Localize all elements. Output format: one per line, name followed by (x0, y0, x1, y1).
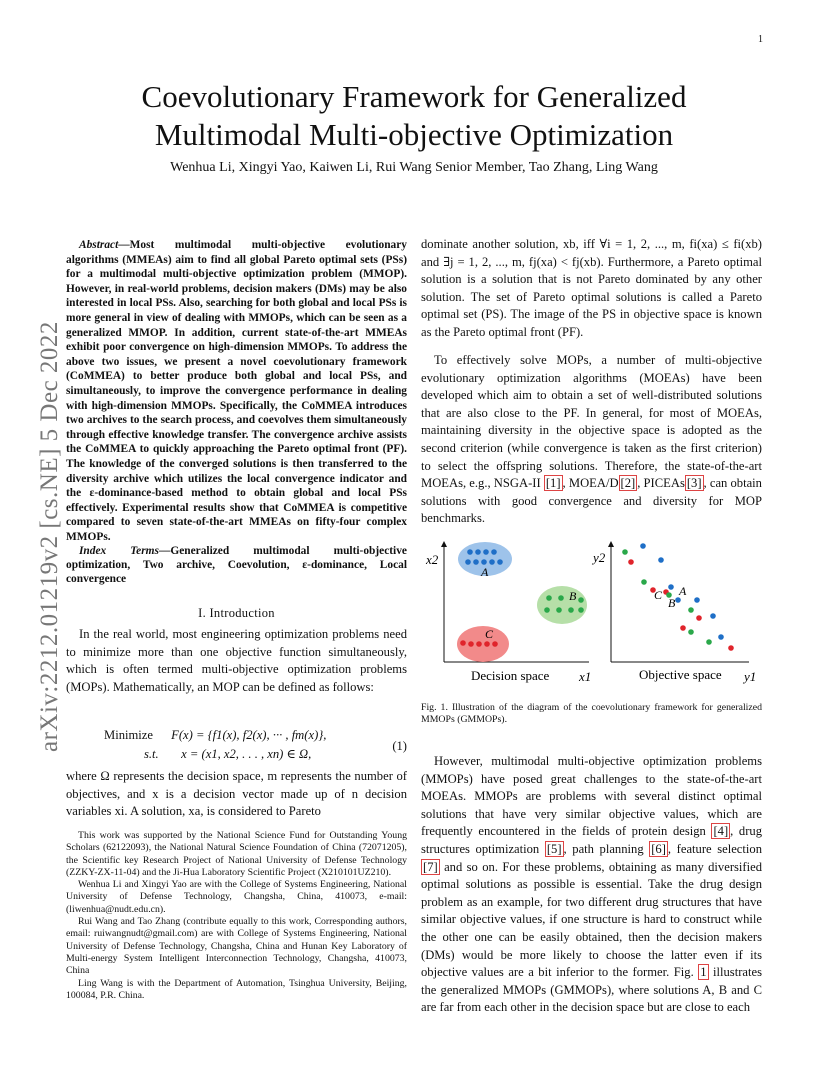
blue-solution-point (467, 549, 473, 555)
blue-solution-point (710, 613, 716, 619)
section-heading: I. Introduction (198, 606, 275, 620)
intro-paragraph-1: In the real world, most engineering optimization problems need to minimize more than one objective function simultaneously, which is often termed multi-objective optimization problems (MOPs). Mathematically, an MOP can be defined as follows: (66, 627, 407, 694)
red-solution-point (628, 559, 634, 565)
red-solution-point (484, 641, 490, 647)
label-a-decision: A (481, 565, 489, 579)
abstract-text: —Most multimodal multi-objective evolutionary algorithms (MMEAs) aim to find all global Pareto optimal sets (PSs) for a multimodal multi-objective optimization problem (MMOP). However, in real-world problems, decision makers (DMs) may be also interested in local PSs. Also, searching for both global and local PSs is more general in view of dealing with MMOPs, which can be seen as a generalized MMOP. In addition, current state-of-the-art MMEAs exhibit poor convergence on high-dimension MMOPs. To address the above two issues, we present a novel coevolutionary framework (CoMMEA) to better produce both global and local PSs, and simultaneously, to improve the convergence performance in dealing with high-dimension MMOPs. Specifically, the CoMMEA introduces two archives to the search process, and coevolves them simultaneously through effective knowledge transfer. The convergence archive assists the CoMMEA to quickly approaching the Pareto optimal front (PF). The knowledge of the converged solutions is then transferred to the diversity archive which utilizes the local convergence indicator and the ε-dominance-based method to obtain global and local PSs effectively. Experimental results show that CoMMEA is competitive compared to seven state-of-the-art MMEAs on fifty-four complex MMOPs. (66, 239, 407, 543)
blue-solution-point (491, 549, 497, 555)
label-b-decision: B (569, 589, 577, 603)
blue-solution-point (497, 559, 503, 565)
paragraph-text: , feature selection (667, 841, 762, 856)
blue-solution-point (473, 559, 479, 565)
blue-solution-point (475, 549, 481, 555)
green-solution-point (578, 597, 584, 603)
abstract (66, 238, 407, 544)
green-solution-point (622, 549, 628, 555)
left-x-label: Decision space (471, 668, 550, 683)
footnote-funding: This work was supported by the National Science Fund for Outstanding Young Scholars (62122093), the National Natural Science Foundation of China (72071205), the Scientific key Research Project of National University of Defense Technology (ZZKY-ZX-11-04) and the Ji-Hua Laboratory Scientific Project (X210101UZ210). (66, 830, 407, 878)
paragraph-text: , path planning (563, 841, 650, 856)
green-solution-point (706, 639, 712, 645)
index-terms (66, 544, 407, 587)
title-line-2: Multimodal Multi-objective Optimization (154, 117, 674, 152)
blue-solution-point (481, 559, 487, 565)
right-x-label: Objective space (639, 667, 722, 682)
green-solution-point (568, 607, 574, 613)
red-solution-point (476, 641, 482, 647)
right-solution-points (622, 543, 734, 651)
blue-solution-point (483, 549, 489, 555)
red-solution-point (460, 640, 466, 646)
citation-link[interactable]: [6] (651, 841, 666, 856)
cluster-b-blob (537, 586, 587, 624)
citation-link[interactable]: [3] (686, 476, 702, 491)
green-solution-point (546, 595, 552, 601)
paper-title (60, 78, 768, 154)
red-solution-point (492, 641, 498, 647)
figure-1 (421, 532, 762, 692)
right-paragraph-3 (421, 753, 762, 1017)
right-x-var: y1 (744, 669, 757, 684)
blue-solution-point (675, 597, 681, 603)
red-solution-point (468, 641, 474, 647)
abstract-label: Abstract (79, 239, 119, 251)
equation-line1-label: Minimize (104, 728, 153, 742)
arxiv-identifier: arXiv:2212.01219v2 [cs.NE] 5 Dec 2022 (36, 321, 63, 752)
title-line-1: Coevolutionary Framework for Generalized (141, 79, 687, 114)
paragraph-text: , drug structures optimization (421, 824, 762, 856)
paragraph-text: illustrates the generalized MMOPs (GMMOPs), where solutions A, B and C are far from each other in the decision space but are close to each (421, 965, 762, 1015)
green-solution-point (688, 607, 694, 613)
paragraph-text: , can obtain solutions with good convergence and diversity for MOP benchmarks. (421, 476, 762, 526)
equation-line1: F(x) = {f1(x), f2(x), ··· , fm(x)}, (171, 728, 327, 742)
red-solution-point (696, 615, 702, 621)
paragraph-text: and so on. For these problems, obtaining as many diversified optimal solutions as possible is essential. Take the drug design problem as an example, for two different drug structures that have similar objective values, if one structure is hard to construct while the other one can be easily obtained, then the decision makers (DMs) would be more likely to choose the latter even if its objective values are a bit inferior to the former. Fig. (421, 859, 762, 980)
label-c-objective: C (654, 588, 663, 602)
label-a-objective: A (679, 584, 687, 598)
paragraph-text: However, multimodal multi-objective optimization problems (MMOPs) have posed great challenges to the state-of-the-art MOEAs. MMOPs are problems with several distinct optimal solutions that have very similar objective values, which are frequently encountered in the fields of protein design (421, 754, 762, 839)
right-paragraph-1: dominate another solution, xb, iff ∀i = 1, 2, ..., m, fi(xa) ≤ fi(xb) and ∃j = 1, 2, ..., m, fj(xa) < fj(xb). Furthermore, a Pareto optimal solution is a solution that is not Pareto dominated by any other solution. The set of Pareto optimal solutions is called a Pareto optimal set (PS). The image of the PS in objective space is known as the Pareto optimal front (PF). (421, 237, 762, 339)
green-solution-point (688, 629, 694, 635)
green-solution-point (556, 607, 562, 613)
red-solution-point (680, 625, 686, 631)
equation-line2: x = (x1, x2, . . . , xn) ∈ Ω, (181, 747, 312, 761)
blue-solution-point (694, 597, 700, 603)
label-b-objective: B (668, 596, 676, 610)
blue-solution-point (489, 559, 495, 565)
right-paragraph-2 (421, 352, 762, 528)
green-solution-point (544, 607, 550, 613)
green-solution-point (558, 595, 564, 601)
equation-1 (66, 726, 407, 764)
index-terms-label: Index Terms (79, 545, 159, 557)
label-c-decision: C (485, 627, 494, 641)
green-solution-point (578, 607, 584, 613)
equation-number: (1) (392, 739, 407, 753)
citation-link[interactable]: [4] (713, 824, 729, 839)
right-y-label: y2 (593, 550, 606, 565)
figure-caption: Fig. 1. Illustration of the diagram of the coevolutionary framework for generalized MMOPs (GMMOPs). (421, 702, 762, 725)
paragraph-text: , PICEAs (637, 476, 685, 491)
figure-link[interactable]: 1 (700, 965, 707, 980)
blue-solution-point (668, 584, 674, 590)
equation-line2-label: s.t. (144, 747, 159, 761)
red-solution-point (728, 645, 734, 651)
citation-link[interactable]: [2] (620, 476, 636, 491)
citation-link[interactable]: [7] (423, 859, 438, 874)
footnote-affiliation-2: Rui Wang and Tao Zhang (contribute equally to this work, Corresponding authors, email: ruiwangnudt@gmail.com) are with College of Systems Engineering, National University of Defense Technology, Changsha, China and Hunan Key Laboratory of Multi-energy System Intelligent Interconnection Technology, Changsha, 410073, China (66, 916, 407, 977)
footnote-affiliation-1: Wenhua Li and Xingyi Yao are with the College of Systems Engineering, National University of Defense Technology, Changsha, China, 410073, e-mail: (liwenhua@nudt.edu.cn). (66, 879, 407, 915)
page-number: 1 (758, 34, 763, 45)
left-y-label: x2 (426, 552, 439, 567)
left-x-var: x1 (579, 669, 592, 684)
figure-1-diagram (421, 532, 762, 692)
footnote-affiliation-3: Ling Wang is with the Department of Automation, Tsinghua University, Beijing, 100084, P.R. China. (66, 977, 407, 1001)
green-solution-point (641, 579, 647, 585)
paragraph-text: To effectively solve MOPs, a number of multi-objective evolutionary optimization algorithms (MOEAs) have been developed which aim to obtain a set of well-distributed solutions that are also close to the PF. In general, for most of MOEAs, maintaining diversity in the objective space is adopted as the second criterion (while convergence is taken as the first criterion) to select the offspring solutions. Therefore, the state-of-the-art MOEAs, e.g., NSGA-II (421, 353, 762, 491)
blue-solution-point (640, 543, 646, 549)
footnotes (66, 830, 407, 1002)
author-list: Wenhua Li, Xingyi Yao, Kaiwen Li, Rui Wang Senior Member, Tao Zhang, Ling Wang (170, 160, 658, 175)
intro-paragraph-2: where Ω represents the decision space, m represents the number of objectives, and x is a decision vector made up of n decision variables xi. A solution, xa, is considered to Pareto (66, 769, 407, 819)
blue-solution-point (718, 634, 724, 640)
index-terms-text: —Generalized multimodal multi-objective optimization, Two archive, Coevolution, ε-dominance, Local convergence (66, 545, 407, 586)
citation-link[interactable]: [5] (546, 841, 562, 856)
paragraph-text: , MOEA/D (562, 476, 619, 491)
citation-link[interactable]: [1] (545, 476, 561, 491)
blue-solution-point (658, 557, 664, 563)
blue-solution-point (465, 559, 471, 565)
